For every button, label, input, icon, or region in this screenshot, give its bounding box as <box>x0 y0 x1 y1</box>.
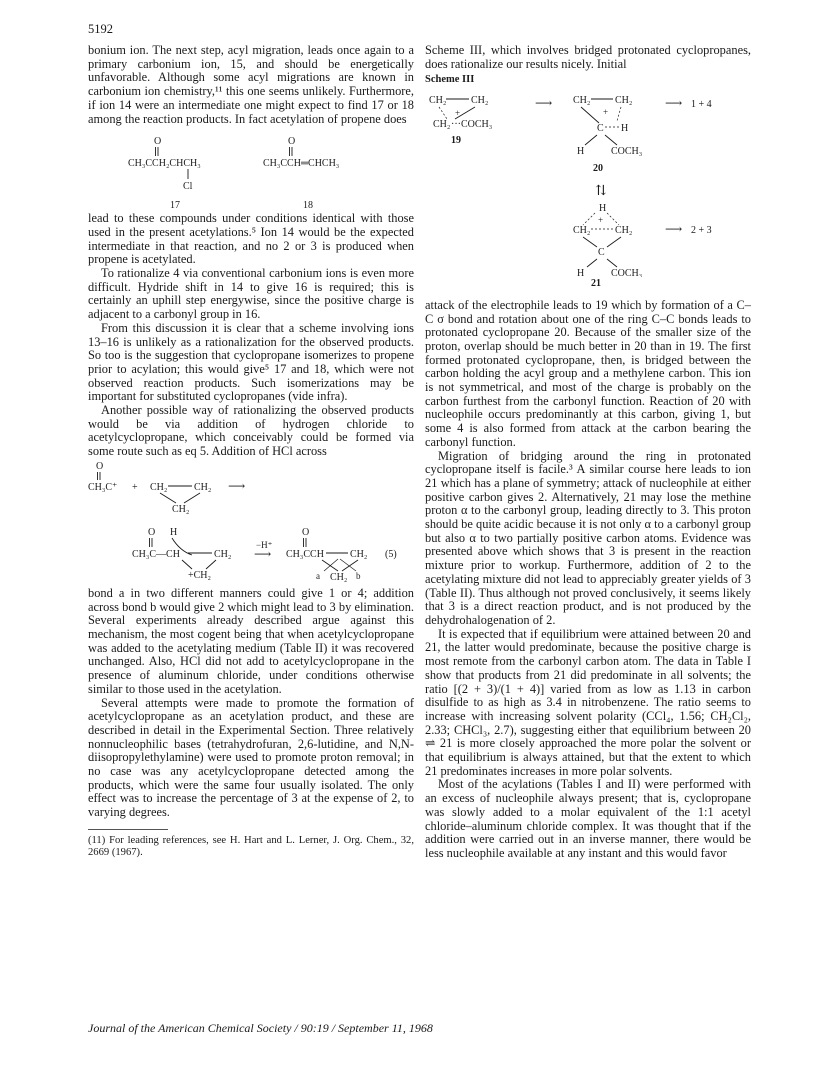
scheme-arrow-20-products: ⟶ <box>665 96 683 111</box>
right-paragraph-4: It is expected that if equilibrium were attained between 20 and 21, the latter would predominate, because the positive charge is most remote from the carbonyl carbon atom. The data in Table I show that products from 21 did predominate in all solvents; the ratio [(2 + 3)/(1 + 4)] varied from as low as 1.13 in carbon disulfide to as high as 3.4 in nitrobenzene. The ratio seems to increase with increasing solvent polarity (CCl₄, 1.56; CH₂Cl₂, 2.33; CHCl₃, 2.7), suggesting either that equilibrium between 20 ⇌ 21 is more closely approached the more polar the solvent or that equilibrium is always attained, but that the extent to which 21 predominates increases in more polar solvents. <box>425 626 751 778</box>
carbonyl-o-18: O <box>288 136 296 148</box>
ion19-charge: + <box>455 108 461 119</box>
compound-number-18: 18 <box>303 200 313 212</box>
left-paragraph-5: Another possible way of rationalizing the observed products would be via addition of hydrogen chloride to acetylcyclopropane, which conceivably could be formed via some route such as eq 5. Addition of HCl across <box>88 403 414 459</box>
ion20-acetyl: COCH₃ <box>611 146 643 158</box>
right-column <box>425 44 751 861</box>
ion19-ch2-left: CH₂ <box>429 95 447 107</box>
ion20-bridging-h: H <box>621 123 629 135</box>
intermediate-h: H <box>170 526 178 538</box>
product-o: O <box>302 526 310 538</box>
left-paragraph-1: bonium ion. The next step, acyl migration, leads once again to a primary carbonium ion, 15, and should be energetically unfavorable. Although some acyl migrations are known in carbonium ion chemistry,¹¹ this one seems unlikely. Furthermore, if ion 14 were an intermediate one might expect to find 17 or 18 among the reaction products. In fact acetylation of propene does <box>88 43 414 126</box>
ring-ch2-bottom: CH₂ <box>172 503 190 515</box>
products-1-4: 1 + 4 <box>691 99 712 111</box>
right-paragraph-2: attack of the electrophile leads to 19 which by formation of a C–C σ bond and rotation about one of the ring C–C bonds leads to protonated cyclopropane 20. Because of the smaller size of the proton, overlap should be much better in 20 than in 19. The first formed protonated cyclopropane, then, is bridged between the carbon holding the acyl group and a methylene carbon. This ion is not symmetrical, and most of the charge is probably on the carbon furthest from the carbonyl function. Reaction of 20 with nucleophile occurs predominantly at this carbon, giving 1, but some 4 is also formed from attack at the carbon bearing the carbonyl function. <box>425 297 751 449</box>
carbonyl-o-17: O <box>154 136 162 148</box>
products-2-3: 2 + 3 <box>691 225 712 237</box>
ion19-ch2-right: CH₂ <box>471 95 489 107</box>
ion21-h: H <box>577 268 585 278</box>
scheme-arrow-19-20: ⟶ <box>535 96 553 111</box>
ion20-charge: + <box>603 107 609 118</box>
acetylcyclopropane: CH₃CCH <box>286 548 324 560</box>
figure-structures-17-18 <box>88 126 414 212</box>
footnote-rule <box>88 829 168 830</box>
ion21-acetyl: COCH₃ <box>611 268 643 278</box>
equilibrium-arrow: ⇅ <box>595 184 607 200</box>
ion20-carbon: C <box>597 123 604 135</box>
figure-scheme-iii <box>425 87 751 277</box>
ion19-ch2-bottom: CH₂ <box>433 119 451 131</box>
ion20-ch2-right: CH₂ <box>615 95 633 107</box>
compound-number-21: 21 <box>591 278 601 290</box>
plus-sign: + <box>132 481 138 493</box>
formula-18: CH₃CCH═CHCH₃ <box>263 158 340 170</box>
intermediate-ch2: CH₂ <box>214 548 232 560</box>
intermediate-o: O <box>148 526 156 538</box>
acylium-ion: CH₃C⁺ <box>88 481 118 493</box>
left-paragraph-7: Several attempts were made to promote the formation of acetylcyclopropane as an acetylation product, and these are described in detail in the Experimental Section. Three relatively nonnucleophilic bases (tetrahydrofuran, 2,6-lutidine, and N,N-diisopropylethylamine) were used to promote proton removal; in no case was any acetylcyclopropane detected among the products, which were the same four usually isolated. The only effect was to increase the percentage of 3 at the expense of 2, to varying degrees. <box>88 695 414 820</box>
reaction-arrow-2: ⟶ <box>254 546 272 561</box>
product-ch2: CH₂ <box>350 548 368 560</box>
bond-b-label: b <box>356 570 361 581</box>
ion21-ch2-left: CH₂ <box>573 225 591 237</box>
chlorine-17: Cl <box>183 181 193 193</box>
formula-17: CH₃CCH₂CHCH₃ <box>128 158 201 170</box>
compound-number-17: 17 <box>170 200 180 212</box>
ion19-acetyl: ···COCH₃ <box>451 119 493 131</box>
acylium-o: O <box>96 460 104 472</box>
figure-equation-5 <box>88 459 414 587</box>
ion21-charge: + <box>598 215 604 226</box>
right-paragraph-3: Migration of bridging around the ring in protonated cyclopropane itself is facile.³ A similar course here leads to ion 21 which has a plane of symmetry; attack of nucleophile at either positive carbon gives 2. Alternatively, 21 may lose the methine proton α to the carbonyl group, leading directly to 3. This proton should be quite acidic because it is not only α to a carbonyl group but also α to two partially positive carbon atoms. Evidence was presented above which shows that 3 is present in the reaction mixture prior to workup. Furthermore, addition of 2 to the acetylating mixture did not lead to appreciably greater yields of 3 (Table II). Thus although not proved conclusively, it seems likely that 3 is a direct reaction product, and is not produced by the dehydrohalogenation of 2. <box>425 448 751 627</box>
ion21-ch2-right: CH₂ <box>615 225 633 237</box>
ion20-h: H <box>577 146 585 158</box>
right-paragraph-1: Scheme III, which involves bridged protonated cyclopropanes, does rationalize our results nicely. Initial <box>425 43 751 71</box>
ring-ch2-right: CH₂ <box>194 481 212 493</box>
footnote-11: (11) For leading references, see H. Hart and L. Lerner, J. Org. Chem., 32, 2669 (1967). <box>88 834 414 858</box>
intermediate-chain: CH₃C—CH <box>132 548 180 560</box>
bond-a-label: a <box>316 570 320 581</box>
left-paragraph-4: From this discussion it is clear that a scheme involving ions 13–16 is unlikely as a rationalization for the observed products. So too is the suggestion that cyclopropane isomerizes to propene prior to acylation; this would give⁵ 17 and 18, which were not observed reaction products. Such isomerizations may be important for substituted cyclopropanes (vide infra). <box>88 320 414 404</box>
equation-number: (5) <box>385 548 397 560</box>
left-paragraph-3: To rationalize 4 via conventional carbonium ions is even more difficult. Hydride shift in 14 to give 16 is required; this is certainly an uphill step energywise, since the positive charge is adjacent to a carbonyl group in 16. <box>88 266 414 322</box>
left-column <box>88 44 414 859</box>
right-paragraph-5: Most of the acylations (Tables I and II) were performed with an excess of nucleophile always present; that is, cyclopropane was slowly added to a molar equivalent of the 1:1 acetyl chloride–aluminum chloride complex. It was thought that if the addition were carried out in an inverse manner, there would be less nucleophile available at any instant and this would favor <box>425 777 751 860</box>
ion21-carbon: C <box>598 247 605 259</box>
left-paragraph-2: lead to these compounds under conditions identical with those used in the present acetylations.⁵ Ion 14 would be the expected intermediate in that reaction, and no 2 or 3 is produced when propene is acetylated. <box>88 211 414 267</box>
reaction-arrow-1: ⟶ <box>228 478 246 493</box>
ring-ch2-left: CH₂ <box>150 481 168 493</box>
scheme-label: Scheme III <box>425 74 475 86</box>
compound-number-20: 20 <box>593 163 603 175</box>
compound-number-19: 19 <box>451 135 461 147</box>
ion21-bridging-h: H <box>599 203 607 215</box>
product-ch2-bottom: CH₂ <box>330 571 348 583</box>
intermediate-cation: +CH₂ <box>188 569 212 581</box>
scheme-arrow-21-products: ⟶ <box>665 222 683 237</box>
ion20-ch2-left: CH₂ <box>573 95 591 107</box>
journal-footer: Journal of the American Chemical Society / 90:19 / September 11, 1968 <box>88 1021 433 1035</box>
deprotonation-label: −H⁺ <box>256 539 273 550</box>
left-paragraph-6: bond a in two different manners could give 1 or 4; addition across bond b would give 2 which might lead to 3 by elimination. Several experiments already described argue against this mechanism, the most cogent being that when acetylcyclopropane was added to the acetylating medium (Table II) it was recovered unchanged. Also, HCl did not add to acetylcyclopropane in the presence of aluminum chloride, under conditions otherwise similar to those used in the acetylation. <box>88 585 414 696</box>
page-number: 5192 <box>88 22 113 36</box>
